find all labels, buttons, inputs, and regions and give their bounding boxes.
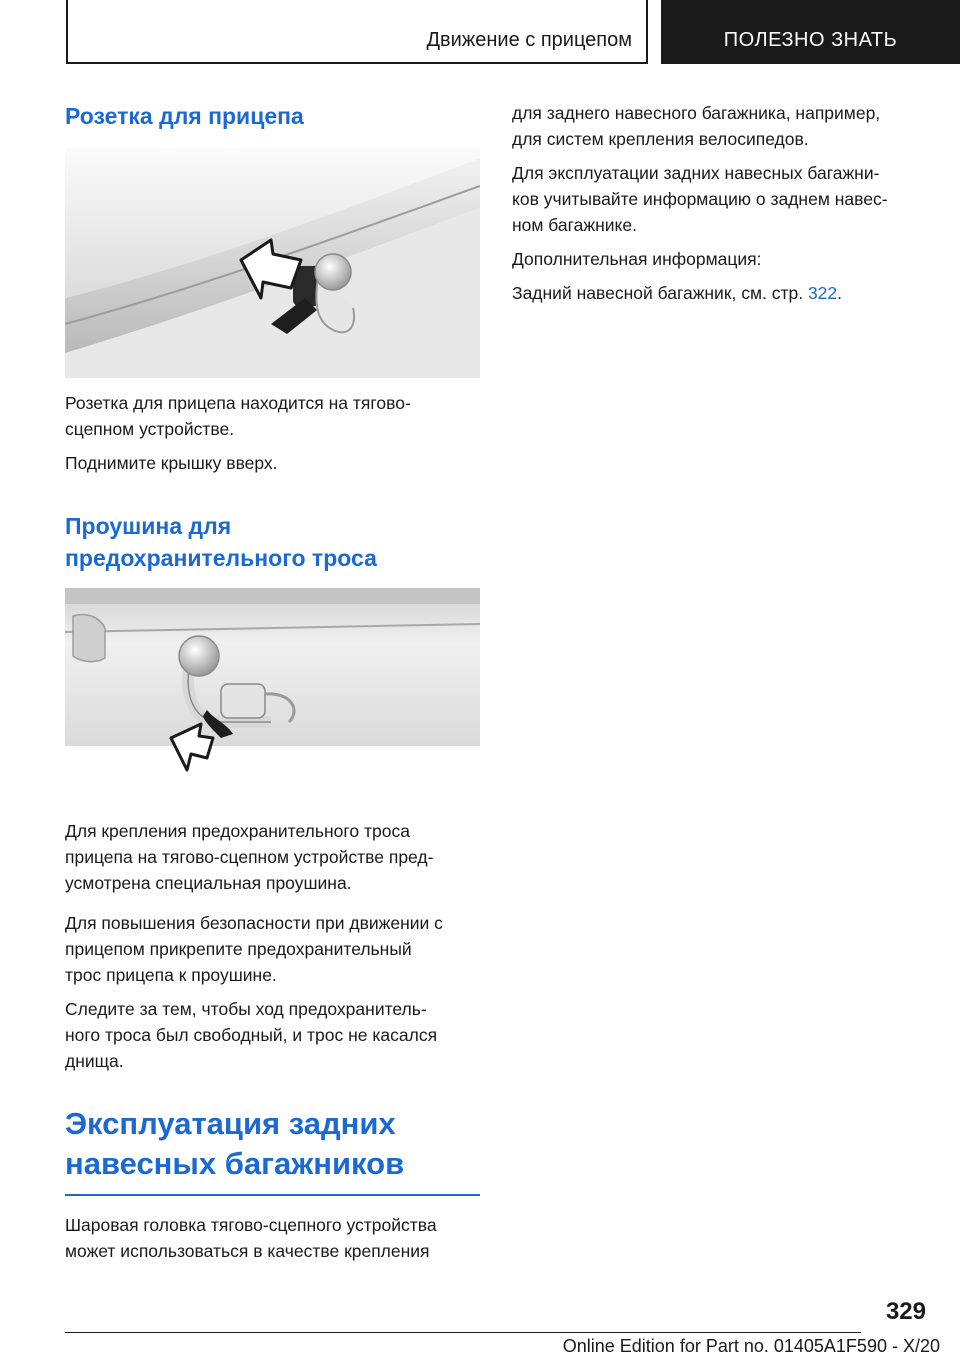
footer-divider <box>65 1332 861 1333</box>
carrier-paragraph-3: Дополнительная информация: <box>512 249 762 269</box>
eyelet-paragraph-2: Для повышения безопасности при движении с прицепом прикрепите предохранительный трос прицепа к проушине. <box>65 913 443 985</box>
eyelet-illustration <box>65 588 480 788</box>
socket-heading: Розетка для прицепа <box>65 103 304 129</box>
header-section-tab <box>66 0 648 64</box>
carrier-paragraph-1: Шаровая головка тягово-сцепного устройства может использоваться в качестве крепления <box>65 1215 437 1261</box>
right-column <box>512 100 927 306</box>
carrier-heading: Эксплуатация задних навесных багажников <box>65 1106 405 1181</box>
carrier-paragraph-4: Задний навесной багажник, см. стр. 322. <box>512 283 843 303</box>
carrier-paragraph-1-continued: для заднего навесного багажника, например, для систем крепления велосипедов. <box>512 103 881 149</box>
header-chapter-title: ПОЛЕЗНО ЗНАТЬ <box>723 29 898 51</box>
carrier-paragraph-2: Для эксплуатации задних навесных багажни- ков учитывайте информацию о заднем навес- ном багажнике. <box>512 163 888 235</box>
header-section-title: Движение с прицепом <box>426 29 632 51</box>
page-number: 329 <box>885 1298 926 1325</box>
carrier-heading-block <box>65 1104 480 1196</box>
eyelet-paragraph-1: Для крепления предохранительного троса прицепа на тягово-сцепном устройстве пред- усмотрена специальная проушина. <box>65 821 434 893</box>
eyelet-heading: Проушина для предохранительного троса <box>65 513 377 571</box>
footer-edition-text: Online Edition for Part no. 01405A1F590 - X/20 <box>562 1336 940 1356</box>
page-reference-link[interactable]: 322 <box>807 283 838 303</box>
header-chapter-tab <box>661 0 960 64</box>
socket-paragraph-1: Розетка для прицепа находится на тягово- сцепном устройстве. <box>65 393 411 439</box>
socket-paragraph-2: Поднимите крышку вверх. <box>65 453 278 473</box>
left-column <box>65 100 480 1264</box>
socket-illustration <box>65 148 480 378</box>
eyelet-paragraph-3: Следите за тем, чтобы ход предохранитель- ного троса был свободный, и трос не касался днища. <box>65 999 438 1071</box>
